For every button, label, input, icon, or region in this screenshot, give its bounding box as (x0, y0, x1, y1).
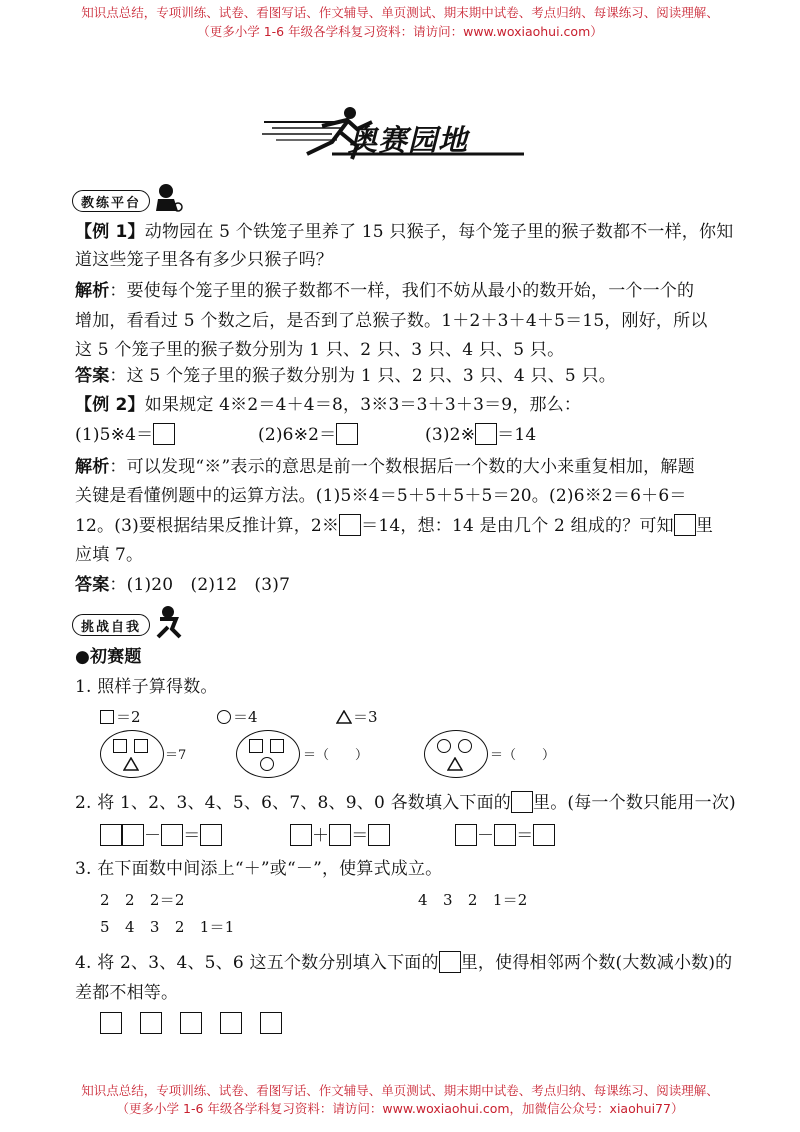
square-icon (249, 739, 263, 753)
footer-line-2: （更多小学 1-6 年级各学科复习资料：请访问：www.woxiaohui.com，加微信公众号：xiaohui77） (116, 1101, 684, 1116)
triangle-icon (336, 710, 352, 724)
box-icon (439, 951, 461, 973)
answer-box[interactable] (336, 423, 358, 445)
q2-text (75, 791, 736, 815)
answer-box[interactable] (200, 824, 222, 846)
ex2-s3a: 12。(3)要根据结果反推计算，2※ (75, 516, 340, 536)
answer-box[interactable] (100, 1012, 122, 1034)
oval-figure-2 (236, 730, 300, 778)
circle-icon (458, 739, 472, 753)
footer-line-1: 知识点总结，专项训练、试卷、看图写话、作文辅导、单页测试、期末期中试卷、考点归纳、每课练习、阅读理解、 (81, 1083, 719, 1098)
header-line-2: （更多小学 1-6 年级各学科复习资料：请访问：www.woxiaohui.com） (197, 24, 603, 39)
ex1-sol-label: 解析 (75, 281, 110, 301)
ex2-solution-line-1 (75, 455, 695, 479)
answer-box[interactable] (122, 824, 144, 846)
banner-title: 奥赛园地 (348, 123, 469, 157)
equals-sign: ＝ (351, 826, 369, 846)
equals-sign: ＝ (516, 826, 534, 846)
q2-a: 2. 将 1、2、3、4、5、6、7、8、9、0 各数填入下面的 (75, 793, 511, 813)
ex2-s2: 关键是看懂例题中的运算方法。(1)5※4＝5＋5＋5＋5＝20。(2)6※2＝6＋6＝ (75, 486, 687, 506)
ex2-p3b: ＝14 (497, 425, 537, 445)
ex1-solution-line-1 (75, 279, 694, 303)
q2-b: 里。(每一个数只能用一次) (533, 793, 736, 813)
q3-e1: 2 2 2＝2 (100, 891, 185, 909)
ex2-part-3 (425, 423, 536, 447)
blank-box[interactable] (674, 514, 696, 536)
q4-text-1 (75, 951, 732, 975)
ex2-p1: (1)5※4＝ (75, 425, 154, 445)
answer-box[interactable] (290, 824, 312, 846)
ex1-s3: 这 5 个笼子里的猴子数分别为 1 只、2 只、3 只、4 只、5 只。 (75, 340, 565, 360)
ex1-q1: 动物园在 5 个铁笼子里养了 15 只猴子，每个笼子里的猴子数都不一样，你知 (144, 222, 734, 242)
q2-equation-3 (455, 824, 555, 848)
ex2-s3b: ＝14，想：14 是由几个 2 组成的？可知 (361, 516, 674, 536)
circle-icon (217, 710, 231, 724)
q4-b: 里，使得相邻两个数(大数减小数)的 (460, 953, 733, 973)
minus-sign: － (477, 826, 495, 846)
ex2-ans: ：(1)20 (2)12 (3)7 (109, 575, 291, 595)
answer-box[interactable] (368, 824, 390, 846)
ex1-ans-label: 答案 (75, 366, 110, 386)
ex1-ans: ：这 5 个笼子里的猴子数分别为 1 只、2 只、3 只、4 只、5 只。 (109, 366, 616, 386)
ex2-part-1 (75, 423, 175, 447)
q4-a: 4. 将 2、3、4、5、6 这五个数分别填入下面的 (75, 953, 439, 973)
ex2-answer (75, 573, 290, 597)
coach-icon (152, 181, 186, 215)
minus-sign: － (144, 826, 162, 846)
answer-box[interactable] (260, 1012, 282, 1034)
q1-circ-eq: ＝4 (233, 708, 258, 726)
q4-c: 差都不相等。 (75, 983, 179, 1003)
ex2-s4: 应填 7。 (75, 545, 144, 565)
q2-equation-1 (100, 824, 222, 848)
answer-box[interactable] (100, 824, 122, 846)
q3-e3: 5 4 3 2 1＝1 (100, 918, 235, 936)
ex2-q: 如果规定 4※2＝4＋4＝8，3※3＝3＋3＋3＝9，那么： (144, 395, 582, 415)
ex2-s1: ：可以发现“※”表示的意思是前一个数根据后一个数的大小来重复相加，解题 (109, 457, 695, 477)
answer-box[interactable] (455, 824, 477, 846)
circle-icon (437, 739, 451, 753)
q1-r2: ＝（ ） (303, 748, 369, 763)
ex1-s1: ：要使每个笼子里的猴子数都不一样，我们不妨从最小的数开始，一个一个的 (109, 281, 695, 301)
section-tag-challenge (72, 612, 182, 638)
runner-small-icon (152, 605, 182, 639)
q2-equation-2 (290, 824, 390, 848)
equals-sign: ＝ (183, 826, 201, 846)
ex2-ans-label: 答案 (75, 575, 110, 595)
ex1-answer (75, 364, 616, 388)
plus-sign: ＋ (312, 826, 330, 846)
circle-icon (260, 757, 274, 771)
ex2-question (75, 393, 581, 417)
banner (262, 104, 532, 164)
square-icon (134, 739, 148, 753)
ex2-label: 【例 2】 (75, 395, 145, 415)
ex2-part-2 (258, 423, 358, 447)
q3-text: 3. 在下面数中间添上“＋”或“－”，使算式成立。 (75, 859, 443, 879)
square-icon (113, 739, 127, 753)
q1-r1: ＝7 (165, 748, 187, 763)
section-tag-label-2: 挑战自我 (72, 614, 150, 636)
q1-text: 1. 照样子算得数。 (75, 677, 218, 697)
triangle-icon (447, 757, 463, 771)
ex1-question-line-1 (75, 220, 733, 244)
section-tag-label: 教练平台 (72, 190, 150, 212)
q1-tri-eq: ＝3 (353, 708, 378, 726)
answer-box[interactable] (140, 1012, 162, 1034)
answer-box[interactable] (220, 1012, 242, 1034)
ex1-label: 【例 1】 (75, 222, 145, 242)
answer-box[interactable] (475, 423, 497, 445)
level-heading: ●初赛题 (75, 647, 142, 667)
ex2-solution-line-3 (75, 514, 713, 538)
square-icon (100, 710, 114, 724)
q1-sq-eq: ＝2 (116, 708, 141, 726)
ex2-p3a: (3)2※ (425, 425, 476, 445)
blank-box[interactable] (339, 514, 361, 536)
ex2-s3c: 里 (695, 516, 714, 536)
ex2-sol-label: 解析 (75, 457, 110, 477)
answer-box[interactable] (161, 824, 183, 846)
ex1-q2: 道这些笼子里各有多少只猴子吗？ (75, 250, 333, 270)
section-tag-coach (72, 188, 186, 214)
ex1-s2: 增加，看看过 5 个数之后，是否到了总猴子数。1＋2＋3＋4＋5＝15，刚好，所以 (75, 311, 708, 331)
ex2-p2: (2)6※2＝ (258, 425, 337, 445)
answer-box[interactable] (180, 1012, 202, 1034)
answer-box[interactable] (533, 824, 555, 846)
q4-boxes (100, 1012, 282, 1036)
square-icon (270, 739, 284, 753)
answer-box[interactable] (153, 423, 175, 445)
header-line-1: 知识点总结，专项训练、试卷、看图写话、作文辅导、单页测试、期末期中试卷、考点归纳、每课练习、阅读理解、 (81, 5, 719, 20)
triangle-icon (123, 757, 139, 771)
oval-figure-3 (424, 730, 488, 778)
box-icon (511, 791, 533, 813)
answer-box[interactable] (329, 824, 351, 846)
q3-e2: 4 3 2 1＝2 (418, 891, 528, 909)
answer-box[interactable] (494, 824, 516, 846)
q1-r3: ＝（ ） (490, 748, 556, 763)
oval-figure-1 (100, 730, 164, 778)
